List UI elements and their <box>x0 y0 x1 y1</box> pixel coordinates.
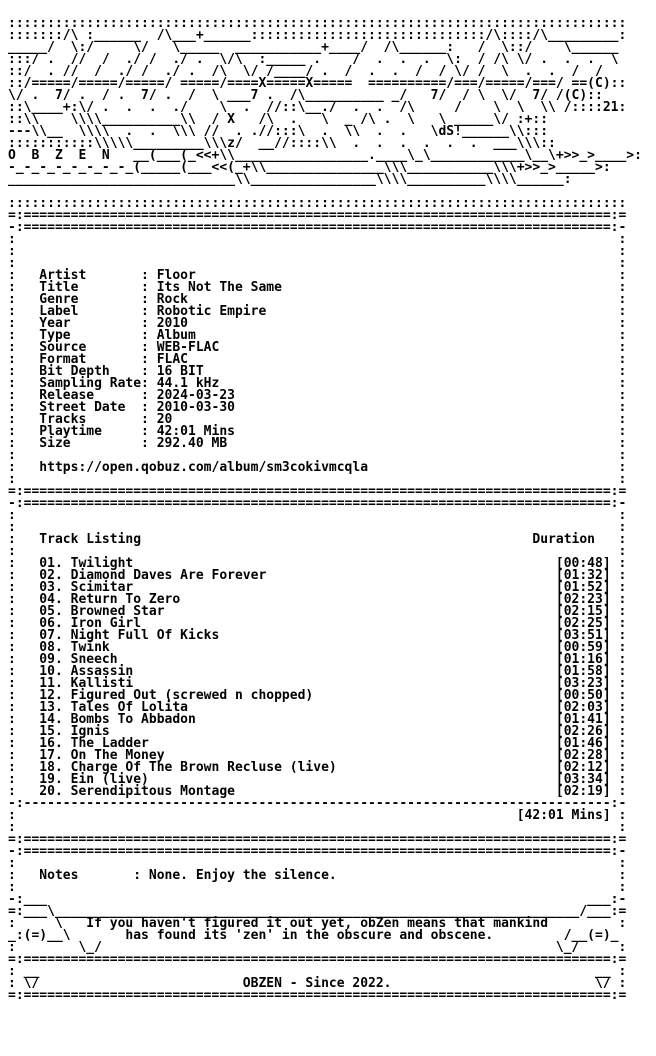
section-rule: -:===========================================================================:- <box>8 844 627 859</box>
banner-art-line: _____________________________\\________________\\\\__________\\\\______: <box>8 172 572 187</box>
track-row: : 13. Tales Of Lolita [02:03] : <box>8 700 627 715</box>
banner-art-line: :::/ . // / ./ / ./ . \/\ :_____ . / . . . \: / /\ \/ . . . \ <box>8 52 619 67</box>
nfo-document <box>8 18 642 1002</box>
banner-art-line: -_-_-_-_-_-_-_-_(_____(___<<(_+\\_______________\\\___________\\\+>>_>_____>: <box>8 160 611 175</box>
banner-art-line: ::\\ \\\\__________\\ / X /\ . \ _ /\ . \ \ _____\/ :+:: <box>8 112 549 127</box>
track-row: : 19. Ein (live) [03:34] : <box>8 772 627 787</box>
banner-art-line: \/ . 7/ . / . 7/ . / \ ___7 . /\__________ _/ 7/ / \ \/ 7/ /(C):: <box>8 88 603 103</box>
track-row: : 16. The Ladder [01:46] : <box>8 736 627 751</box>
total-duration: : [42:01 Mins] : <box>8 808 627 823</box>
release-field: : Bit Depth : 16 BIT : <box>8 364 627 379</box>
track-row: : 15. Ignis [02:26] : <box>8 724 627 739</box>
frame-blank: : : <box>8 244 627 259</box>
frame-blank: : : <box>8 520 627 535</box>
release-field: : Year : 2010 : <box>8 316 627 331</box>
track-row: : 18. Charge Of The Brown Recluse (live) [02:12] : <box>8 760 627 775</box>
track-row: : 04. Return To Zero [02:23] : <box>8 592 627 607</box>
banner-art-line: :::::::/\ :______ /\___+______::::::::::::::::::::::::::::::/\::::/\_________: <box>8 28 627 43</box>
track-row: : 02. Diamond Daves Are Forever [01:32] : <box>8 568 627 583</box>
section-rule: =:===========================================================================:= <box>8 988 627 1003</box>
section-rule: -:===========================================================================:- <box>8 220 627 235</box>
banner-art-line: :::::::::::\\\\\_________\\\z/ __//::::\\ . . . . . . ___\\\:: <box>8 136 556 151</box>
frame-blank: : : <box>8 508 627 523</box>
footer-quote: : \ If you haven't figured it out yet, obZen means that mankind : <box>8 916 627 931</box>
release-field: : Tracks : 20 : <box>8 412 627 427</box>
footer-quote: _:(=)__\ has found its 'zen' in the obscure and obscene. /__(=)_ <box>8 928 619 943</box>
frame-blank: : : <box>8 544 627 559</box>
release-field: : Artist : Floor : <box>8 268 627 283</box>
release-field: : Size : 292.40 MB : <box>8 436 627 451</box>
release-field: : Format : FLAC : <box>8 352 627 367</box>
section-rule: =:===========================================================================:= <box>8 952 627 967</box>
frame-blank: : : <box>8 880 627 895</box>
section-rule: =:===========================================================================:= <box>8 832 627 847</box>
track-row: : 20. Serendipitous Montage [02:19] : <box>8 784 627 799</box>
track-row: : 11. Kallisti [03:23] : <box>8 676 627 691</box>
release-field: : Title : Its Not The Same : <box>8 280 627 295</box>
frame-blank: : : <box>8 820 627 835</box>
track-row: : 12. Figured Out (screwed n chopped) [00:50] : <box>8 688 627 703</box>
track-row: : 07. Night Full Of Kicks [03:51] : <box>8 628 627 643</box>
footer-art: : __ __ : <box>8 964 627 979</box>
dotted-rule: ::::::::::::::::::::::::::::::::::::::::::::::::::::::::::::::::::::::::::::::: <box>8 196 627 211</box>
track-row: : 03. Scimitar [01:52] : <box>8 580 627 595</box>
banner-art-line: ---\\__ \\\\ . . \\\ // . .//:::\ . \\ . . \dS!______\\::: <box>8 124 549 139</box>
track-row: : 09. Sneech [01:16] : <box>8 652 627 667</box>
release-field: : Source : WEB-FLAC : <box>8 340 627 355</box>
release-field: : Label : Robotic Empire : <box>8 304 627 319</box>
release-field: : Sampling Rate: 44.1 kHz : <box>8 376 627 391</box>
release-field: : Playtime : 42:01 Mins : <box>8 424 627 439</box>
frame-blank: : : <box>8 232 627 247</box>
track-row: : 05. Browned Star [02:15] : <box>8 604 627 619</box>
frame-blank: : : <box>8 448 627 463</box>
release-field: : Release : 2024-03-23 : <box>8 388 627 403</box>
section-rule: =:===========================================================================:= <box>8 208 627 223</box>
frame-blank: : : <box>8 856 627 871</box>
frame-blank: : : <box>8 256 627 271</box>
notes-line: : Notes : None. Enjoy the silence. : <box>8 868 627 883</box>
section-rule: =:===========================================================================:= <box>8 484 627 499</box>
track-row: : 17. On The Money [02:28] : <box>8 748 627 763</box>
release-url: : https://open.qobuz.com/album/sm3cokivmcqla : <box>8 460 627 475</box>
section-rule: -:---------------------------------------------------------------------------:- <box>8 796 627 811</box>
banner-art-line: ::/=====/=====/=====/ =====/====X=====X===== ==========/===/=====/===/ ==(C):: <box>8 76 627 91</box>
banner-art-line: O B Z E N __(___(_<<+\\_________________.____\_\____________\__\+>>_>____>: <box>8 148 642 163</box>
footer-art: : \_/ \_/ : <box>8 940 627 955</box>
release-field: : Street Date : 2010-03-30 : <box>8 400 627 415</box>
banner-art-line: ::/ . // / ./ / ./ . /\ \/ /____/ . / . . / / \/ / \ . . / / <box>8 64 603 79</box>
track-row: : 01. Twilight [00:48] : <box>8 556 627 571</box>
track-row: : 08. Twink [00:59] : <box>8 640 627 655</box>
tracklist-heading: : Track Listing Duration : <box>8 532 627 547</box>
release-field: : Genre : Rock : <box>8 292 627 307</box>
footer-art: -:___ ___:- <box>8 892 627 907</box>
banner-art-line: _____/ \:/ \/ \_____ ___________+____/ /\______: / \::/ \______ <box>8 40 619 55</box>
track-row: : 10. Assassin [01:58] : <box>8 664 627 679</box>
footer-tagline: : \/ OBZEN - Since 2022. \/ : <box>8 976 627 991</box>
track-row: : 14. Bombs To Abbadon [01:41] : <box>8 712 627 727</box>
banner-art-line: ::\____+:\/ . . . ./ \ . //::\__./ . . /\ / \ \ \\ /::::21: <box>8 100 627 115</box>
section-rule: -:===========================================================================:- <box>8 496 627 511</box>
frame-blank: : : <box>8 472 627 487</box>
release-field: : Type : Album : <box>8 328 627 343</box>
footer-art: =:___\___________________________________________________________________/___:= <box>8 904 627 919</box>
banner-art-line: ::::::::::::::::::::::::::::::::::::::::::::::::::::::::::::::::::::::::::::::: <box>8 16 627 31</box>
track-row: : 06. Iron Girl [02:25] : <box>8 616 627 631</box>
